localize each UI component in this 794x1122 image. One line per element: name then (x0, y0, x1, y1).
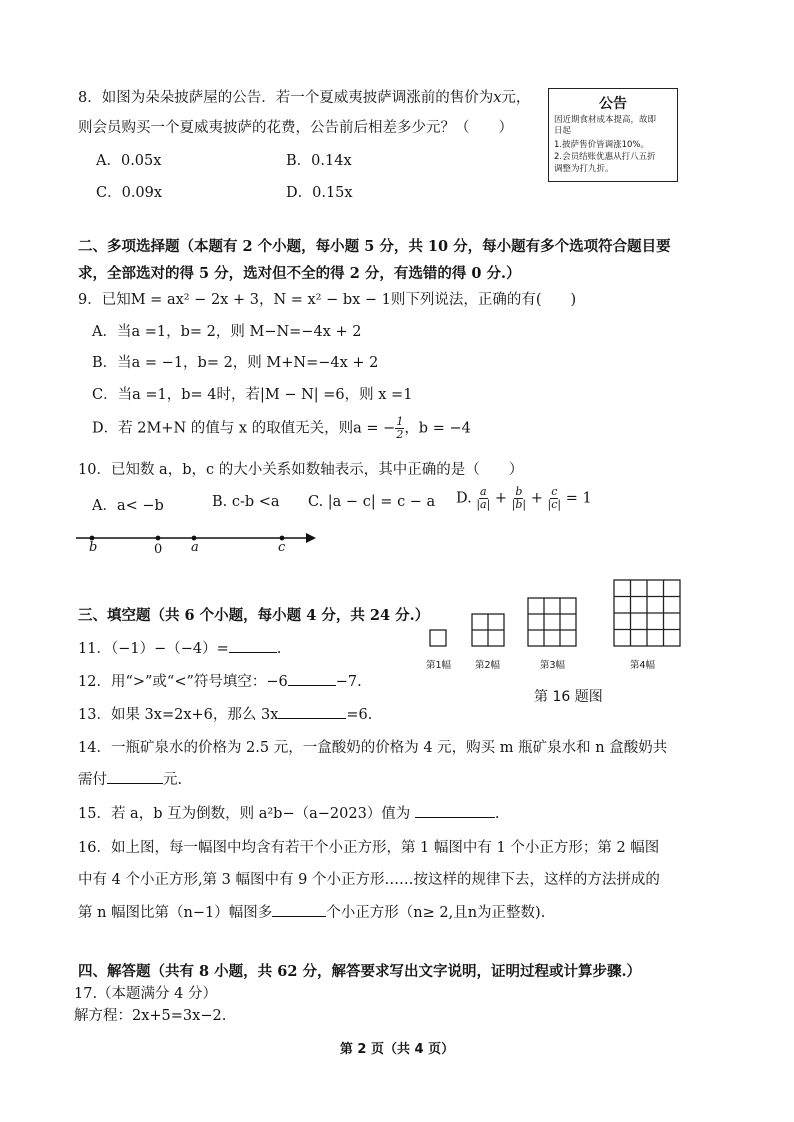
q9-option-c: C．当a =1，b= 4时，若|M − N| =6，则 x =1 (92, 387, 413, 403)
axis-label-0: 0 (154, 542, 163, 557)
q8-option-d: D．0.15x (286, 185, 353, 201)
q10-option-c: C. |a − c| = c − a (308, 494, 436, 510)
q15: 15．若 a，b 互为倒数，则 a²b−（a−2023）值为 . (78, 806, 500, 822)
notice-title: 公告 (599, 96, 627, 112)
q8-option-b: B．0.14x (286, 153, 352, 169)
point-0 (156, 536, 161, 541)
notice-line: 因近期食材成本提高，故即 (554, 115, 657, 125)
q16-line1: 16．如上图，每一幅图中均含有若干个小正方形，第 1 幅图中有 1 个小正方形；第 2 幅图 (78, 840, 660, 856)
q14-line2: 需付 元. (78, 772, 183, 788)
grid-4 (614, 580, 680, 646)
figure16-label-1: 第1幅 (426, 660, 452, 671)
axis-label-a: a (191, 540, 199, 555)
notice-line: 1.披萨售价皆调涨10%。 (554, 140, 650, 150)
grid-2 (472, 614, 504, 646)
q11: 11．（−1）−（−4）= . (78, 641, 282, 657)
q8-line2: 则会员购买一个夏威夷披萨的花费，公告前后相差多少元？（ ） (78, 120, 513, 136)
q10-option-b: B. c-b <a (212, 494, 280, 510)
figure16-caption: 第 16 题图 (534, 689, 603, 705)
q10-option-d: D. $\frac{a}{|a|}$ + $\frac{b}{|b|}$ + $\frac{c}{|c|}$ = 1 (456, 485, 592, 511)
q9-fraction: $\frac{1}{2}$ (396, 415, 404, 441)
notice-line: 调整为打九折。 (554, 164, 614, 174)
figure16-label-4: 第4幅 (630, 660, 656, 671)
q8-line1: 8．如图为朵朵披萨屋的公告．若一个夏威夷披萨调涨前的售价为x元， (78, 90, 531, 106)
q17-text: 解方程：2x+5=3x−2. (74, 1008, 227, 1024)
figure16-label-2: 第2幅 (475, 660, 501, 671)
notice-line: 日起 (554, 126, 572, 136)
figure16-grids (420, 578, 690, 654)
q13: 13．如果 3x=2x+6，那么 3x =6. (78, 707, 373, 723)
number-line-arrow (306, 533, 316, 543)
q8-option-c: C．0.09x (96, 185, 163, 201)
q12: 12．用“>”或“<”符号填空：−6 −7. (78, 674, 362, 690)
grid-3 (528, 598, 576, 646)
q8-option-a: A．0.05x (96, 153, 162, 169)
axis-label-b: b (89, 540, 98, 555)
q10-stem: 10．已知数 a，b，c 的大小关系如数轴表示，其中正确的是（ ） (78, 462, 524, 478)
q16-line3: 第 n 幅图比第（n−1）幅图多 个小正方形（n≥ 2,且n为正整数). (78, 905, 546, 921)
figure16-label-3: 第3幅 (540, 660, 566, 671)
section2-heading: 二、多项选择题（本题有 2 个小题，每小题 5 分，共 10 分，每小题有多个选项符合题目要 (78, 238, 671, 255)
q9-option-a: A．当a =1，b= 2，则 M−N=−4x + 2 (92, 324, 362, 340)
grid-1 (430, 630, 446, 646)
q17-title: 17.（本题满分 4 分） (74, 986, 218, 1002)
section3-heading: 三、填空题（共 6 个小题，每小题 4 分，共 24 分.） (78, 607, 430, 624)
axis-label-c: c (278, 540, 286, 555)
section4-heading: 四、解答题（共有 8 小题，共 62 分，解答要求写出文字说明，证明过程或计算步骤.） (78, 963, 642, 980)
notice-box (548, 88, 678, 182)
q14-line1: 14．一瓶矿泉水的价格为 2.5 元，一盒酸奶的价格为 4 元，购买 m 瓶矿泉水和 n 盒酸奶共 (78, 740, 668, 756)
page-footer: 第 2 页（共 4 页） (339, 1042, 455, 1057)
notice-line: 2.会员结账优惠从打八五折 (554, 152, 656, 162)
q16-line2: 中有 4 个小正方形,第 3 幅图中有 9 个小正方形……按这样的规律下去，这样的方法拼成的 (78, 872, 660, 888)
section2-heading-cont: 求，全部选对的得 5 分，选对但不全的得 2 分，有选错的得 0 分.） (78, 265, 521, 282)
q10-option-a: A．a< −b (92, 498, 164, 514)
q9-stem: 9．已知M = ax² − 2x + 3，N = x² − bx − 1则下列说法，正确的有( ) (78, 292, 577, 308)
q9-option-d: D．若 2M+N 的值与 x 的取值无关，则a = − $\frac{1}{2}$ ，b = −4 (92, 415, 471, 441)
q9-option-b: B．当a = −1，b= 2，则 M+N=−4x + 2 (92, 355, 379, 371)
